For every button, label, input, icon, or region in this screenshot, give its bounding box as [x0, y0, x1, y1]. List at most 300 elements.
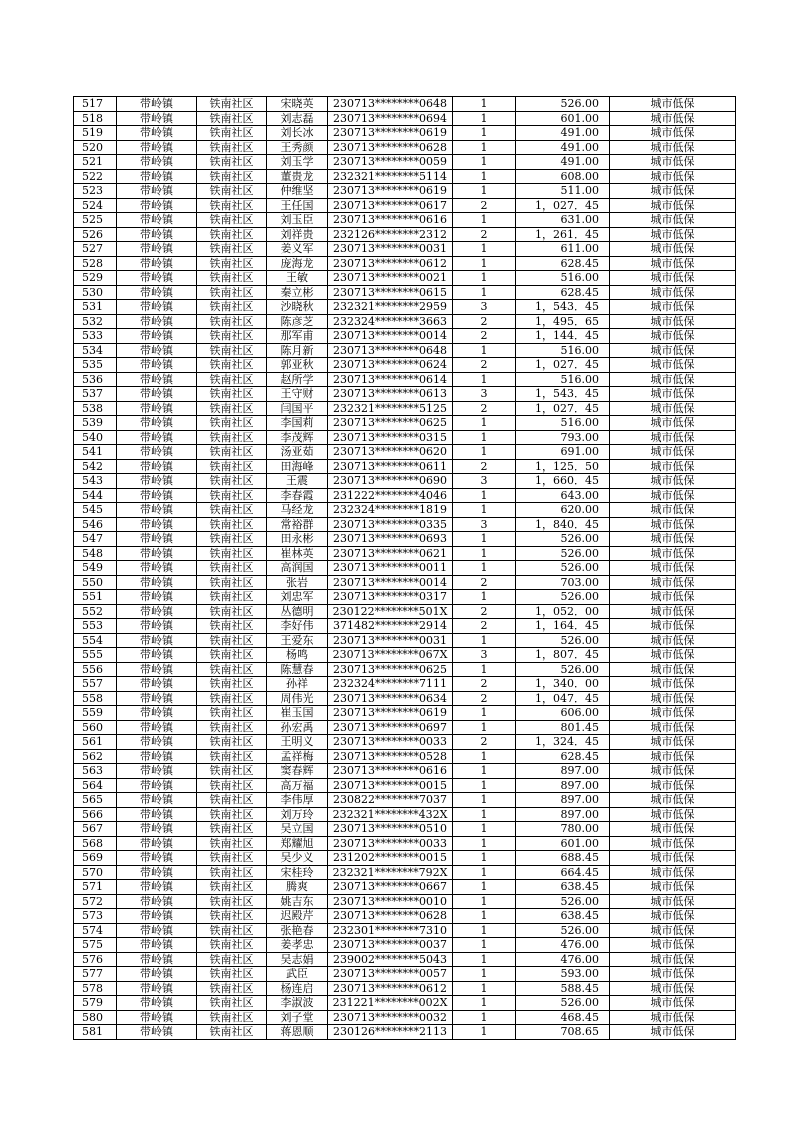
row-number: 548 [74, 546, 117, 561]
id-number-cell: 230713********0611 [328, 459, 453, 474]
category-cell: 城市低保 [610, 343, 736, 358]
id-number-cell: 230713********0693 [328, 532, 453, 547]
row-number: 526 [74, 227, 117, 242]
name-cell: 王震 [267, 474, 328, 489]
amount-cell: 526.00 [516, 561, 610, 576]
amount-cell: 1，027．45 [516, 358, 610, 373]
household-size-cell: 2 [453, 198, 516, 213]
table-row [74, 184, 736, 199]
household-size-cell: 2 [453, 691, 516, 706]
category-cell: 城市低保 [610, 430, 736, 445]
table-row [74, 358, 736, 373]
category-cell: 城市低保 [610, 372, 736, 387]
id-number-cell: 230713********0612 [328, 981, 453, 996]
household-size-cell: 1 [453, 97, 516, 112]
category-cell: 城市低保 [610, 474, 736, 489]
table-row [74, 749, 736, 764]
household-size-cell: 1 [453, 1010, 516, 1025]
id-number-cell: 230713********0033 [328, 735, 453, 750]
table-row [74, 880, 736, 895]
table-row [74, 619, 736, 634]
name-cell: 腾爽 [267, 880, 328, 895]
category-cell: 城市低保 [610, 300, 736, 315]
amount-cell: 801.45 [516, 720, 610, 735]
name-cell: 秦立彬 [267, 285, 328, 300]
table-row [74, 445, 736, 460]
row-number: 573 [74, 909, 117, 924]
id-number-cell: 230713********0625 [328, 662, 453, 677]
name-cell: 武臣 [267, 967, 328, 982]
category-cell: 城市低保 [610, 184, 736, 199]
community-cell: 铁南社区 [197, 662, 267, 677]
row-number: 558 [74, 691, 117, 706]
name-cell: 吴志娟 [267, 952, 328, 967]
town-cell: 带岭镇 [117, 445, 197, 460]
amount-cell: 664.45 [516, 865, 610, 880]
category-cell: 城市低保 [610, 517, 736, 532]
id-number-cell: 230122********501X [328, 604, 453, 619]
name-cell: 马经龙 [267, 503, 328, 518]
household-size-cell: 1 [453, 430, 516, 445]
table-row [74, 430, 736, 445]
name-cell: 王秀颜 [267, 140, 328, 155]
amount-cell: 526.00 [516, 923, 610, 938]
household-size-cell: 3 [453, 387, 516, 402]
amount-cell: 526.00 [516, 662, 610, 677]
community-cell: 铁南社区 [197, 706, 267, 721]
id-number-cell: 230713********0037 [328, 938, 453, 953]
name-cell: 王爱东 [267, 633, 328, 648]
household-size-cell: 1 [453, 778, 516, 793]
name-cell: 迟殿芹 [267, 909, 328, 924]
row-number: 574 [74, 923, 117, 938]
table-row [74, 198, 736, 213]
table-row [74, 213, 736, 228]
row-number: 551 [74, 590, 117, 605]
id-number-cell: 230713********0615 [328, 285, 453, 300]
category-cell: 城市低保 [610, 909, 736, 924]
town-cell: 带岭镇 [117, 778, 197, 793]
amount-cell: 593.00 [516, 967, 610, 982]
name-cell: 吴立国 [267, 822, 328, 837]
town-cell: 带岭镇 [117, 314, 197, 329]
category-cell: 城市低保 [610, 996, 736, 1011]
row-number: 575 [74, 938, 117, 953]
town-cell: 带岭镇 [117, 894, 197, 909]
category-cell: 城市低保 [610, 778, 736, 793]
town-cell: 带岭镇 [117, 880, 197, 895]
town-cell: 带岭镇 [117, 155, 197, 170]
row-number: 580 [74, 1010, 117, 1025]
table-row [74, 865, 736, 880]
table-row [74, 329, 736, 344]
row-number: 533 [74, 329, 117, 344]
name-cell: 高万福 [267, 778, 328, 793]
town-cell: 带岭镇 [117, 256, 197, 271]
town-cell: 带岭镇 [117, 764, 197, 779]
row-number: 562 [74, 749, 117, 764]
category-cell: 城市低保 [610, 923, 736, 938]
amount-cell: 526.00 [516, 996, 610, 1011]
table-row [74, 126, 736, 141]
table-row [74, 822, 736, 837]
table-row [74, 923, 736, 938]
id-number-cell: 230713********0510 [328, 822, 453, 837]
household-size-cell: 1 [453, 546, 516, 561]
town-cell: 带岭镇 [117, 677, 197, 692]
town-cell: 带岭镇 [117, 503, 197, 518]
town-cell: 带岭镇 [117, 169, 197, 184]
name-cell: 蒋恩顺 [267, 1025, 328, 1040]
category-cell: 城市低保 [610, 532, 736, 547]
category-cell: 城市低保 [610, 836, 736, 851]
amount-cell: 1，027．45 [516, 198, 610, 213]
table-row [74, 401, 736, 416]
name-cell: 刘祥贵 [267, 227, 328, 242]
table-row [74, 474, 736, 489]
town-cell: 带岭镇 [117, 1025, 197, 1040]
amount-cell: 897.00 [516, 778, 610, 793]
household-size-cell: 1 [453, 981, 516, 996]
household-size-cell: 1 [453, 909, 516, 924]
id-number-cell: 230713********0010 [328, 894, 453, 909]
id-number-cell: 230713********0628 [328, 140, 453, 155]
amount-cell: 608.00 [516, 169, 610, 184]
row-number: 535 [74, 358, 117, 373]
row-number: 554 [74, 633, 117, 648]
table-row [74, 387, 736, 402]
household-size-cell: 1 [453, 285, 516, 300]
id-number-cell: 230713********0619 [328, 184, 453, 199]
household-size-cell: 2 [453, 329, 516, 344]
row-number: 538 [74, 401, 117, 416]
id-number-cell: 230713********0624 [328, 358, 453, 373]
town-cell: 带岭镇 [117, 488, 197, 503]
table-row [74, 575, 736, 590]
community-cell: 铁南社区 [197, 1010, 267, 1025]
id-number-cell: 230713********0033 [328, 836, 453, 851]
category-cell: 城市低保 [610, 735, 736, 750]
household-size-cell: 3 [453, 474, 516, 489]
table-row [74, 590, 736, 605]
id-number-cell: 230713********0612 [328, 256, 453, 271]
amount-cell: 526.00 [516, 546, 610, 561]
town-cell: 带岭镇 [117, 575, 197, 590]
id-number-cell: 230713********0335 [328, 517, 453, 532]
household-size-cell: 1 [453, 967, 516, 982]
id-number-cell: 230713********0057 [328, 967, 453, 982]
amount-cell: 1，261．45 [516, 227, 610, 242]
amount-cell: 526.00 [516, 97, 610, 112]
row-number: 564 [74, 778, 117, 793]
amount-cell: 620.00 [516, 503, 610, 518]
town-cell: 带岭镇 [117, 271, 197, 286]
community-cell: 铁南社区 [197, 256, 267, 271]
name-cell: 仲维坚 [267, 184, 328, 199]
name-cell: 王敏 [267, 271, 328, 286]
table-row [74, 851, 736, 866]
amount-cell: 1，164．45 [516, 619, 610, 634]
category-cell: 城市低保 [610, 314, 736, 329]
row-number: 577 [74, 967, 117, 982]
name-cell: 陈慧春 [267, 662, 328, 677]
town-cell: 带岭镇 [117, 546, 197, 561]
id-number-cell: 232324********3663 [328, 314, 453, 329]
household-size-cell: 1 [453, 488, 516, 503]
row-number: 532 [74, 314, 117, 329]
category-cell: 城市低保 [610, 169, 736, 184]
household-size-cell: 1 [453, 764, 516, 779]
amount-cell: 476.00 [516, 938, 610, 953]
community-cell: 铁南社区 [197, 155, 267, 170]
category-cell: 城市低保 [610, 126, 736, 141]
town-cell: 带岭镇 [117, 300, 197, 315]
name-cell: 李伟厚 [267, 793, 328, 808]
household-size-cell: 1 [453, 793, 516, 808]
name-cell: 庞海龙 [267, 256, 328, 271]
category-cell: 城市低保 [610, 256, 736, 271]
category-cell: 城市低保 [610, 981, 736, 996]
id-number-cell: 230713********0011 [328, 561, 453, 576]
town-cell: 带岭镇 [117, 735, 197, 750]
household-size-cell: 3 [453, 648, 516, 663]
household-size-cell: 1 [453, 996, 516, 1011]
row-number: 523 [74, 184, 117, 199]
table-row [74, 706, 736, 721]
name-cell: 沙晓秋 [267, 300, 328, 315]
row-number: 547 [74, 532, 117, 547]
row-number: 572 [74, 894, 117, 909]
town-cell: 带岭镇 [117, 213, 197, 228]
town-cell: 带岭镇 [117, 285, 197, 300]
name-cell: 田海峰 [267, 459, 328, 474]
id-number-cell: 230713********0616 [328, 764, 453, 779]
household-size-cell: 1 [453, 111, 516, 126]
row-number: 570 [74, 865, 117, 880]
amount-cell: 691.00 [516, 445, 610, 460]
amount-cell: 611.00 [516, 242, 610, 257]
table-row [74, 459, 736, 474]
category-cell: 城市低保 [610, 749, 736, 764]
amount-cell: 1，324．45 [516, 735, 610, 750]
household-size-cell: 1 [453, 140, 516, 155]
town-cell: 带岭镇 [117, 126, 197, 141]
name-cell: 刘长冰 [267, 126, 328, 141]
table-row [74, 517, 736, 532]
id-number-cell: 230713********0648 [328, 97, 453, 112]
row-number: 567 [74, 822, 117, 837]
category-cell: 城市低保 [610, 503, 736, 518]
amount-cell: 643.00 [516, 488, 610, 503]
id-number-cell: 230713********067X [328, 648, 453, 663]
id-number-cell: 230713********0032 [328, 1010, 453, 1025]
category-cell: 城市低保 [610, 865, 736, 880]
row-number: 579 [74, 996, 117, 1011]
category-cell: 城市低保 [610, 967, 736, 982]
id-number-cell: 230713********0315 [328, 430, 453, 445]
id-number-cell: 230713********0648 [328, 343, 453, 358]
name-cell: 杨连启 [267, 981, 328, 996]
town-cell: 带岭镇 [117, 952, 197, 967]
id-number-cell: 232324********7111 [328, 677, 453, 692]
name-cell: 李淑波 [267, 996, 328, 1011]
row-number: 540 [74, 430, 117, 445]
id-number-cell: 230713********0014 [328, 329, 453, 344]
town-cell: 带岭镇 [117, 343, 197, 358]
amount-cell: 468.45 [516, 1010, 610, 1025]
community-cell: 铁南社区 [197, 807, 267, 822]
community-cell: 铁南社区 [197, 764, 267, 779]
town-cell: 带岭镇 [117, 996, 197, 1011]
table-row [74, 155, 736, 170]
row-number: 518 [74, 111, 117, 126]
table-row [74, 764, 736, 779]
name-cell: 刘万玲 [267, 807, 328, 822]
amount-cell: 606.00 [516, 706, 610, 721]
household-size-cell: 1 [453, 445, 516, 460]
town-cell: 带岭镇 [117, 590, 197, 605]
table-row [74, 561, 736, 576]
table-row [74, 720, 736, 735]
town-cell: 带岭镇 [117, 416, 197, 431]
row-number: 527 [74, 242, 117, 257]
town-cell: 带岭镇 [117, 923, 197, 938]
category-cell: 城市低保 [610, 213, 736, 228]
community-cell: 铁南社区 [197, 285, 267, 300]
name-cell: 赵所学 [267, 372, 328, 387]
category-cell: 城市低保 [610, 807, 736, 822]
category-cell: 城市低保 [610, 720, 736, 735]
amount-cell: 631.00 [516, 213, 610, 228]
community-cell: 铁南社区 [197, 401, 267, 416]
town-cell: 带岭镇 [117, 459, 197, 474]
id-number-cell: 239002********5043 [328, 952, 453, 967]
table-row [74, 952, 736, 967]
amount-cell: 1，125．50 [516, 459, 610, 474]
row-number: 561 [74, 735, 117, 750]
row-number: 536 [74, 372, 117, 387]
table-row [74, 271, 736, 286]
id-number-cell: 230713********0628 [328, 909, 453, 924]
community-cell: 铁南社区 [197, 749, 267, 764]
category-cell: 城市低保 [610, 358, 736, 373]
category-cell: 城市低保 [610, 648, 736, 663]
row-number: 531 [74, 300, 117, 315]
household-size-cell: 1 [453, 590, 516, 605]
household-size-cell: 1 [453, 633, 516, 648]
community-cell: 铁南社区 [197, 604, 267, 619]
town-cell: 带岭镇 [117, 662, 197, 677]
household-size-cell: 1 [453, 561, 516, 576]
community-cell: 铁南社区 [197, 909, 267, 924]
town-cell: 带岭镇 [117, 749, 197, 764]
community-cell: 铁南社区 [197, 358, 267, 373]
amount-cell: 628.45 [516, 285, 610, 300]
town-cell: 带岭镇 [117, 401, 197, 416]
amount-cell: 526.00 [516, 894, 610, 909]
town-cell: 带岭镇 [117, 561, 197, 576]
community-cell: 铁南社区 [197, 575, 267, 590]
name-cell: 高润国 [267, 561, 328, 576]
table-row [74, 532, 736, 547]
category-cell: 城市低保 [610, 561, 736, 576]
household-size-cell: 2 [453, 735, 516, 750]
row-number: 553 [74, 619, 117, 634]
category-cell: 城市低保 [610, 401, 736, 416]
community-cell: 铁南社区 [197, 300, 267, 315]
community-cell: 铁南社区 [197, 880, 267, 895]
row-number: 550 [74, 575, 117, 590]
household-size-cell: 1 [453, 880, 516, 895]
row-number: 556 [74, 662, 117, 677]
id-number-cell: 231221********002X [328, 996, 453, 1011]
category-cell: 城市低保 [610, 706, 736, 721]
id-number-cell: 230713********0634 [328, 691, 453, 706]
name-cell: 丛德明 [267, 604, 328, 619]
category-cell: 城市低保 [610, 1010, 736, 1025]
category-cell: 城市低保 [610, 546, 736, 561]
amount-cell: 1，840．45 [516, 517, 610, 532]
community-cell: 铁南社区 [197, 546, 267, 561]
community-cell: 铁南社区 [197, 314, 267, 329]
name-cell: 李国莉 [267, 416, 328, 431]
town-cell: 带岭镇 [117, 227, 197, 242]
amount-cell: 601.00 [516, 111, 610, 126]
household-size-cell: 1 [453, 271, 516, 286]
category-cell: 城市低保 [610, 851, 736, 866]
id-number-cell: 232126********2312 [328, 227, 453, 242]
table-row [74, 662, 736, 677]
category-cell: 城市低保 [610, 445, 736, 460]
amount-cell: 703.00 [516, 575, 610, 590]
id-number-cell: 232321********432X [328, 807, 453, 822]
community-cell: 铁南社区 [197, 996, 267, 1011]
category-cell: 城市低保 [610, 111, 736, 126]
amount-cell: 1，047．45 [516, 691, 610, 706]
row-number: 557 [74, 677, 117, 692]
category-cell: 城市低保 [610, 880, 736, 895]
amount-cell: 1，495．65 [516, 314, 610, 329]
town-cell: 带岭镇 [117, 822, 197, 837]
household-size-cell: 1 [453, 256, 516, 271]
town-cell: 带岭镇 [117, 706, 197, 721]
table-row [74, 967, 736, 982]
category-cell: 城市低保 [610, 329, 736, 344]
category-cell: 城市低保 [610, 387, 736, 402]
amount-cell: 1，543．45 [516, 300, 610, 315]
household-size-cell: 1 [453, 851, 516, 866]
table-row [74, 938, 736, 953]
name-cell: 汤亚茹 [267, 445, 328, 460]
household-size-cell: 2 [453, 677, 516, 692]
town-cell: 带岭镇 [117, 604, 197, 619]
community-cell: 铁南社区 [197, 503, 267, 518]
community-cell: 铁南社区 [197, 198, 267, 213]
town-cell: 带岭镇 [117, 242, 197, 257]
town-cell: 带岭镇 [117, 184, 197, 199]
id-number-cell: 230713********0619 [328, 126, 453, 141]
household-size-cell: 1 [453, 126, 516, 141]
id-number-cell: 232321********5114 [328, 169, 453, 184]
community-cell: 铁南社区 [197, 416, 267, 431]
category-cell: 城市低保 [610, 764, 736, 779]
name-cell: 王守财 [267, 387, 328, 402]
row-number: 569 [74, 851, 117, 866]
name-cell: 闫国平 [267, 401, 328, 416]
community-cell: 铁南社区 [197, 793, 267, 808]
table-row [74, 836, 736, 851]
community-cell: 铁南社区 [197, 387, 267, 402]
